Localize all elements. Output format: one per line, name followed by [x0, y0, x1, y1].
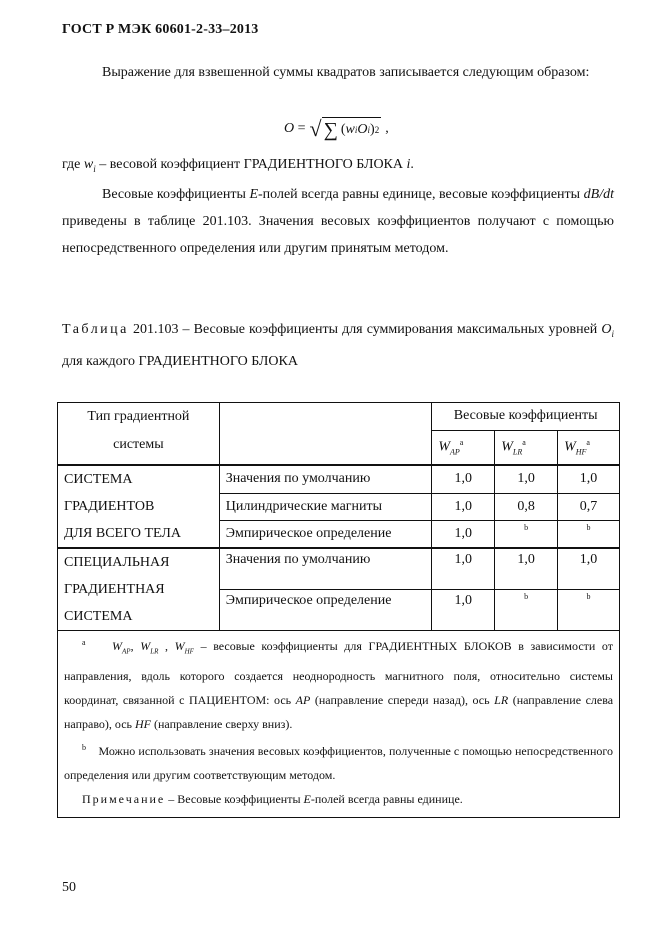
- sum-symbol: ∑: [323, 118, 338, 141]
- table-cell-ap: 1,0: [432, 521, 495, 549]
- formula-weighted-sum: O = √ ∑ ( w i O i ) 2 ,: [284, 116, 389, 141]
- table-cell-lr-footnote-b: b: [495, 521, 558, 549]
- footnote-b: $^b$ Можно использовать значения весовых коэффициентов, полученные с помощью непосредственного определения или другим соответствующим методом.: [64, 742, 613, 782]
- table-cell-hf-footnote-b: b: [558, 521, 620, 549]
- document-header: ГОСТ Р МЭК 60601-2-33–2013: [62, 22, 259, 37]
- col-header-w-hf: $W_{HF}^a$: [558, 431, 620, 466]
- col-header-system-type: Тип градиентной системы: [58, 403, 220, 466]
- table-row-label: Цилиндрические магниты: [219, 493, 432, 520]
- footnote-a: $^a$ $W_{AP}$, $W_{LR}$ , $W_{HF}$ – весовые коэффициенты для ГРАДИЕНТНЫХ БЛОКОВ в зависимости от направления, вдоль которого создается неоднородность магнитного поля, относительно системы координат, связанной с ПАЦИЕНТОМ: ось AP (направление спереди назад), ось LR (направление слева направо), ось HF (направление сверху вниз).: [64, 638, 614, 731]
- table-cell-ap: 1,0: [432, 548, 495, 589]
- table-cell-hf-footnote-b: b: [558, 590, 620, 631]
- weights-table: [57, 402, 620, 818]
- table-cell-lr-footnote-b: b: [495, 590, 558, 631]
- col-header-empty: [219, 403, 432, 466]
- sqrt-symbol: √: [309, 116, 322, 141]
- table-cell-lr: 1,0: [495, 548, 558, 589]
- table-row-label: Эмпирическое определение: [219, 521, 432, 549]
- table-cell-lr: 0,8: [495, 493, 558, 520]
- table-cell-hf: 0,7: [558, 493, 620, 520]
- paragraph-weights-description: Весовые коэффициенты E-полей всегда равны единице, весовые коэффициенты dB/dt приведены в таблице 201.103. Значения весовых коэффициентов получают с помощью непосредственного определения или другим принятым методом.: [62, 187, 614, 256]
- table-cell-ap: 1,0: [432, 590, 495, 631]
- table-cell-hf: 1,0: [558, 465, 620, 493]
- table-caption: Таблица 201.103 – Весовые коэффициенты для суммирования максимальных уровней $O_i$ для каждого ГРАДИЕНТНОГО БЛОКА: [62, 322, 614, 369]
- page-number: 50: [62, 880, 76, 895]
- table-cell-lr: 1,0: [495, 465, 558, 493]
- group-special-gradient-system: СПЕЦИАЛЬНАЯ ГРАДИЕНТНАЯ СИСТЕМА: [58, 548, 220, 631]
- group-whole-body-system: СИСТЕМА ГРАДИЕНТОВ ДЛЯ ВСЕГО ТЕЛА: [58, 465, 220, 548]
- table-cell-hf: 1,0: [558, 548, 620, 589]
- table-cell-ap: 1,0: [432, 493, 495, 520]
- col-header-w-lr: $W_{LR}^a$: [495, 431, 558, 466]
- table-row-label: Значения по умолчанию: [219, 465, 432, 493]
- table-footnotes: [58, 631, 620, 817]
- paragraph-where-w: где $w_i$ – весовой коэффициент ГРАДИЕНТНОГО БЛОКА i.: [62, 157, 414, 174]
- col-header-w-ap: $W_{AP}^a$: [432, 431, 495, 466]
- col-header-weights: Весовые коэффициенты: [432, 403, 620, 431]
- table-row-label: Значения по умолчанию: [219, 548, 432, 589]
- paragraph-weighted-sum-intro: Выражение для взвешенной суммы квадратов записывается следующим образом:: [102, 65, 590, 80]
- table-note: Примечание – Весовые коэффициенты E-полей всегда равны единице.: [82, 791, 463, 806]
- table-row-label: Эмпирическое определение: [219, 590, 432, 631]
- table-cell-ap: 1,0: [432, 465, 495, 493]
